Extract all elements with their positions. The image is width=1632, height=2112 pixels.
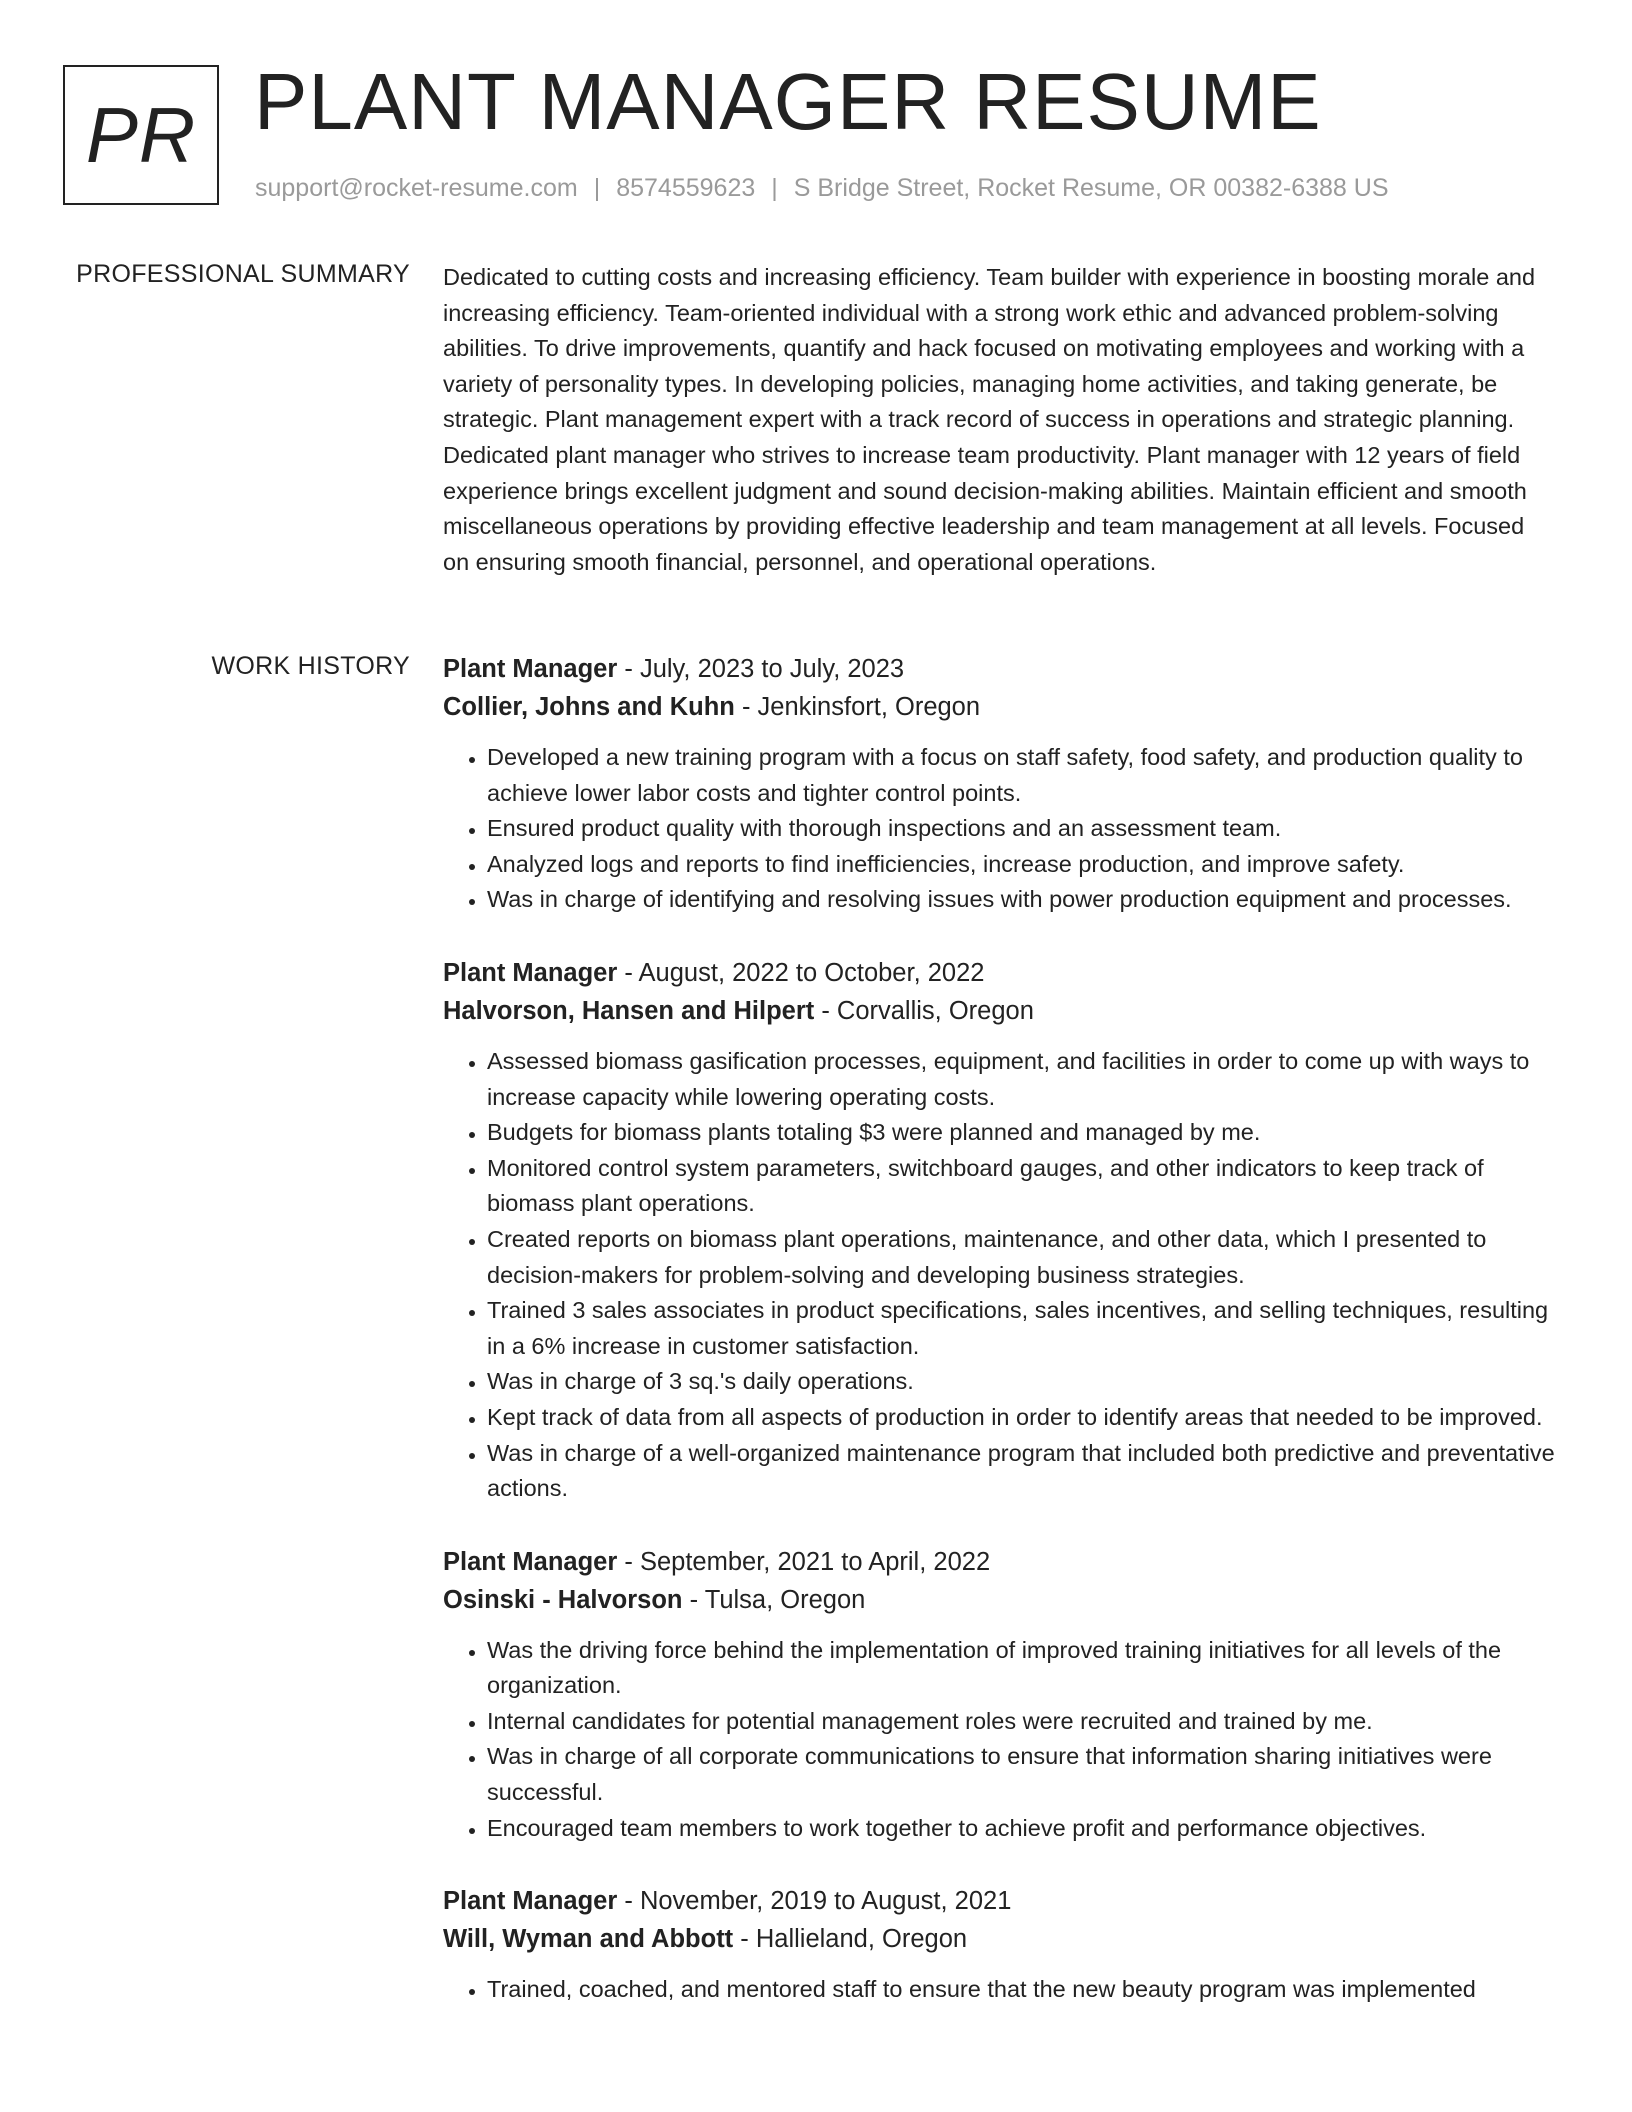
job-company-line [443, 1920, 1555, 1958]
work-history-body [443, 650, 1555, 2044]
contact-phone: 8574559623 [616, 174, 756, 202]
job-entry [443, 954, 1555, 1507]
job-bullets [443, 1633, 1555, 1847]
job-bullet: • Ensured product quality with thorough inspections and an assessment team. [487, 811, 1555, 847]
job-bullet: • Monitored control system parameters, switchboard gauges, and other indicators to keep track of biomass plant operations. [487, 1151, 1555, 1222]
job-bullet: • Budgets for biomass plants totaling $3 were planned and managed by me. [487, 1115, 1555, 1151]
contact-email: support@rocket-resume.com [255, 174, 578, 202]
job-bullet: • Was the driving force behind the implementation of improved training initiatives for all levels of the organization. [487, 1633, 1555, 1704]
job-title-line [443, 1882, 1555, 1920]
job-title: Plant Manager [443, 1547, 618, 1576]
job-dates: - July, 2023 to July, 2023 [617, 655, 905, 683]
job-company-line [443, 688, 1555, 726]
job-dates: - August, 2022 to October, 2022 [617, 958, 985, 987]
job-title-line [443, 650, 1555, 688]
job-bullet: • Was in charge of 3 sq.'s daily operations. [487, 1364, 1555, 1400]
summary-heading: PROFESSIONAL SUMMARY [76, 260, 410, 288]
job-company: Collier, Johns and Kuhn [443, 693, 735, 721]
resume-title: PLANT MANAGER RESUME [254, 57, 1322, 146]
job-bullet: • Encouraged team members to work together to achieve profit and performance objectives. [487, 1811, 1555, 1847]
job-dates: - November, 2019 to August, 2021 [617, 1887, 1012, 1916]
job-company: Halvorson, Hansen and Hilpert [443, 996, 815, 1025]
contact-address: S Bridge Street, Rocket Resume, OR 00382-6388 US [793, 174, 1389, 202]
job-bullet: • Assessed biomass gasification processes, equipment, and facilities in order to come up with ways to increase capacity while lowering operating costs. [487, 1044, 1555, 1115]
job-location: - Hallieland, Oregon [733, 1925, 968, 1954]
job-bullet: • Internal candidates for potential management roles were recruited and trained by me. [487, 1704, 1555, 1740]
summary-body [443, 260, 1555, 580]
job-entry [443, 650, 1555, 918]
contact-separator: | [771, 174, 778, 202]
job-company: Will, Wyman and Abbott [443, 1925, 734, 1954]
job-bullets [443, 740, 1555, 918]
job-bullet: • Trained, coached, and mentored staff to ensure that the new beauty program was implemented [487, 1972, 1555, 2008]
job-bullet: • Developed a new training program with a focus on staff safety, food safety, and production quality to achieve lower labor costs and tighter control points. [487, 740, 1555, 811]
job-bullet: • Was in charge of a well-organized maintenance program that included both predictive and preventative actions. [487, 1436, 1555, 1507]
job-company-line [443, 1581, 1555, 1619]
job-bullet: • Analyzed logs and reports to find inefficiencies, increase production, and improve safety. [487, 847, 1555, 883]
job-bullets [443, 1044, 1555, 1507]
job-bullet: • Kept track of data from all aspects of production in order to identify areas that needed to be improved. [487, 1400, 1555, 1436]
job-title-line [443, 1543, 1555, 1581]
job-title-line [443, 954, 1555, 992]
job-title: Plant Manager [443, 958, 618, 987]
job-company-line [443, 992, 1555, 1030]
job-bullet: • Created reports on biomass plant operations, maintenance, and other data, which I presented to decision-makers for problem-solving and developing business strategies. [487, 1222, 1555, 1293]
job-location: - Jenkinsfort, Oregon [734, 693, 981, 721]
job-entry [443, 1882, 1555, 2008]
job-company: Osinski - Halvorson [443, 1585, 683, 1614]
contact-separator: | [593, 174, 601, 202]
job-bullets [443, 1972, 1555, 2008]
job-location: - Tulsa, Oregon [682, 1585, 866, 1614]
job-title: Plant Manager [443, 1887, 618, 1916]
job-bullet: • Was in charge of all corporate communications to ensure that information sharing initiatives were successful. [487, 1739, 1555, 1810]
monogram-initials: PR [85, 91, 197, 179]
summary-text: Dedicated to cutting costs and increasing efficiency. Team builder with experience in boosting morale and increasing efficiency. Team-oriented individual with a strong work ethic and advanced problem-solving abilities. To drive improvements, quantify and hack focused on motivating employees and working with a variety of personality types. In developing policies, managing home activities, and taking generate, be strategic. Plant management expert with a track record of success in operations and strategic planning. Dedicated plant manager who strives to increase team productivity. Plant manager with 12 years of field experience brings excellent judgment and sound decision-making abilities. Maintain efficient and smooth miscellaneous operations by providing effective leadership and team management at all levels. Focused on ensuring smooth financial, personnel, and operational operations. [443, 264, 1536, 575]
monogram-box [63, 65, 219, 205]
job-entry [443, 1543, 1555, 1847]
job-bullet: • Trained 3 sales associates in product specifications, sales incentives, and selling techniques, resulting in a 6% increase in customer satisfaction. [487, 1293, 1555, 1364]
contact-line [255, 174, 1389, 203]
job-dates: - September, 2021 to April, 2022 [617, 1547, 991, 1576]
work-history-heading: WORK HISTORY [211, 652, 410, 680]
job-location: - Corvallis, Oregon [814, 996, 1034, 1025]
job-title: Plant Manager [443, 655, 618, 683]
job-bullet: • Was in charge of identifying and resolving issues with power production equipment and processes. [487, 882, 1555, 918]
